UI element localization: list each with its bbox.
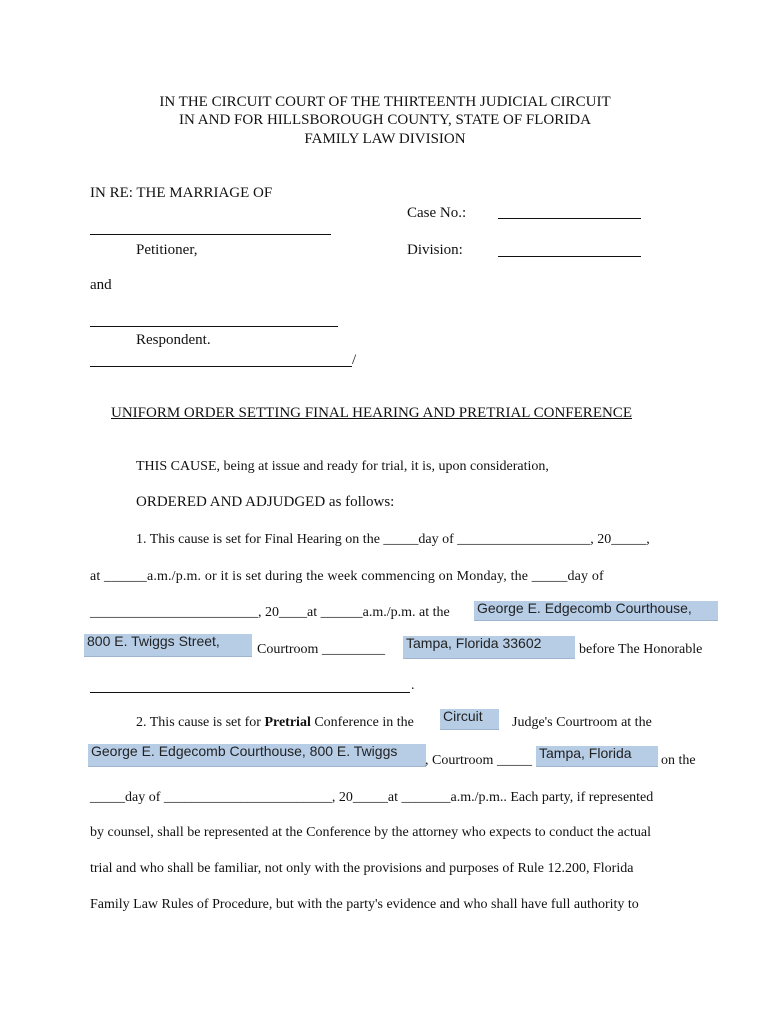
final-hearing-line-2: at ______a.m./p.m. or it is set during the week commencing on Monday, the _____day of [90,569,604,584]
pretrial-line-4: by counsel, shall be represented at the Conference by the attorney who expects to conduct the actual [90,825,651,840]
city-field-1[interactable] [403,636,575,659]
address-field-1[interactable] [84,634,252,657]
pretrial-mid: Conference in the [310,715,414,730]
on-the-text: on the [661,753,696,768]
courthouse-field-1[interactable] [474,601,718,621]
final-hearing-line-3: ________________________, 20____at ______a.m./p.m. at the [90,605,450,620]
judge-name-line[interactable] [90,692,410,693]
court-header-line-2: IN AND FOR HILLSBOROUGH COUNTY, STATE OF FLORIDA [179,112,591,128]
court-header-line-1: IN THE CIRCUIT COURT OF THE THIRTEENTH JUDICIAL CIRCUIT [159,94,611,110]
pretrial-line-1 [136,715,414,731]
pretrial-bold: Pretrial [264,715,311,730]
pretrial-line-3: _____day of ________________________, 20_____at _______a.m./p.m.. Each party, if represented [90,790,654,805]
division-field[interactable] [498,256,641,257]
city-field-1-value: Tampa, Florida 33602 [406,635,542,651]
city-field-2-value: Tampa, Florida [539,745,632,761]
courtroom-label-2: , Courtroom _____ [425,753,532,768]
in-re-label: IN RE: THE MARRIAGE OF [90,185,273,201]
caption-closing-line [90,366,352,367]
case-no-field[interactable] [498,218,641,219]
caption-slash: / [352,352,357,368]
city-field-2[interactable] [536,746,658,767]
case-no-label: Case No.: [407,205,467,221]
pretrial-line-6: Family Law Rules of Procedure, but with the party's evidence and who shall have full authority to [90,897,639,912]
final-hearing-line-1: 1. This cause is set for Final Hearing on the _____day of ___________________, 20_____, [136,532,650,547]
this-cause-text: THIS CAUSE, being at issue and ready for trial, it is, upon consideration, [136,459,549,474]
court-type-value: Circuit [443,708,483,724]
courthouse-field-2-value: George E. Edgecomb Courthouse, 800 E. Twiggs [91,743,398,759]
courtroom-label-1: Courtroom _________ [257,642,385,657]
division-label: Division: [407,242,463,258]
address-field-1-value: 800 E. Twiggs Street, [87,633,220,649]
document-title: UNIFORM ORDER SETTING FINAL HEARING AND PRETRIAL CONFERENCE [111,405,632,421]
respondent-name-line[interactable] [90,326,338,327]
courthouse-field-2[interactable] [88,744,426,767]
petitioner-name-line[interactable] [90,234,331,235]
pretrial-post-text: Judge's Courtroom at the [512,715,652,730]
and-label: and [90,277,112,293]
judge-line-period: . [411,678,415,693]
court-header-line-3: FAMILY LAW DIVISION [304,131,466,147]
petitioner-label: Petitioner, [136,242,198,258]
ordered-text: ORDERED AND ADJUDGED as follows: [136,494,395,510]
before-honorable-text: before The Honorable [579,642,703,657]
respondent-label: Respondent. [136,332,211,348]
pretrial-line-5: trial and who shall be familiar, not only with the provisions and purposes of Rule 12.200, Florida [90,861,634,876]
pretrial-pre: 2. This cause is set for [136,715,265,730]
courthouse-field-1-value: George E. Edgecomb Courthouse, [477,600,692,616]
court-type-field[interactable] [440,709,499,730]
